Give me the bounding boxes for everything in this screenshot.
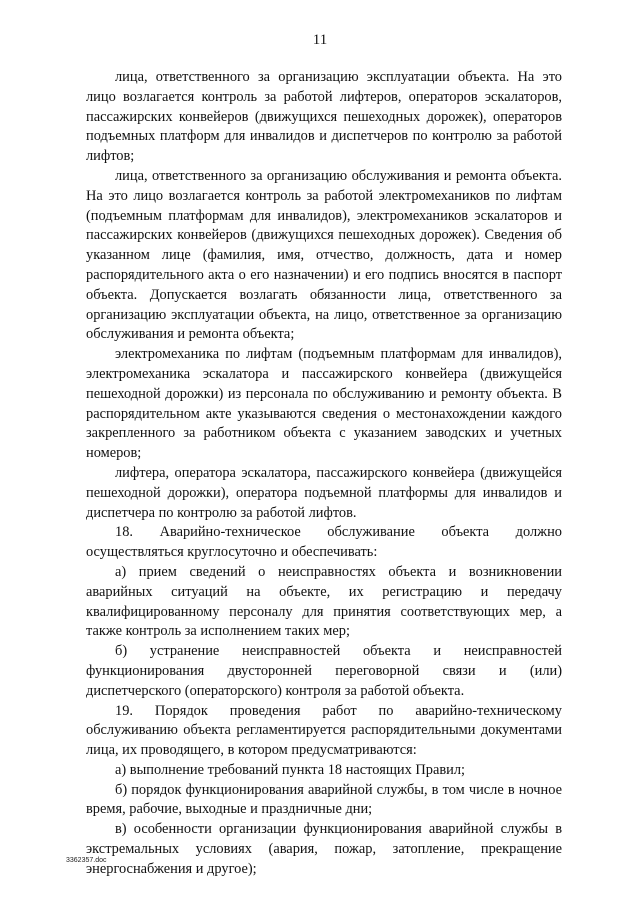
document-file-reference: 3362357.doc [66,857,107,864]
paragraph-electromechanic: электромеханика по лифтам (подъемным платформам для инвалидов), электромеханика эскалатора и пассажирского конвейера (движущейся пешеходной дорожки) из персонала по обслуживанию и ремонту объекта. В распорядительном акте указываются сведения о местонахождении каждого закрепленного за работником объекта с указанием заводских и учетных номеров; [86,346,562,462]
paragraph-clause-18-b: б) устранение неисправностей объекта и неисправностей функционирования двусторонней переговорной связи и (или) диспетчерского (операторского) контроля за работой объекта. [86,643,562,699]
paragraph-clause-18-a: а) прием сведений о неисправностях объекта и возникновении аварийных ситуаций на объекте, их регистрацию и передачу квалифицированному персоналу для принятия соответствующих мер, а также контроль за исполнением таких мер; [86,563,562,640]
paragraph-clause-19: 19. Порядок проведения работ по аварийно-техническому обслуживанию объекта регламентируется распорядительными документами лица, их проводящего, в котором предусматриваются: [86,702,562,759]
paragraph-liftman-operator: лифтера, оператора эскалатора, пассажирского конвейера (движущейся пешеходной дорожки), оператора подъемной платформы для инвалидов и диспетчера по контролю за работой лифтов. [86,464,562,521]
paragraph-clause-19-b: б) порядок функционирования аварийной службы, в том числе в ночное время, рабочие, выходные и праздничные дни; [86,781,562,818]
document-body [86,68,562,880]
paragraph-clause-19-c: в) особенности организации функционирования аварийной службы в экстремальных условиях (авария, пожар, затопление, прекращение энергоснабжения и другое); [86,821,562,877]
paragraph-maintenance-responsible: лица, ответственного за организацию обслуживания и ремонта объекта. На это лицо возлагается контроль за работой электромехаников по лифтам (подъемным платформам для инвалидов), электромехаников эскалаторов и пассажирских конвейеров (движущихся пешеходных дорожек). Сведения об указанном лице (фамилия, имя, отчество, должность, дата и номер распорядительного акта о его назначении) и его подпись вносятся в паспорт объекта. Допускается возлагать обязанности лица, ответственного за организацию эксплуатации объекта, на лицо, ответственное за организацию обслуживания и ремонта объекта; [86,167,562,343]
paragraph-operation-responsible: лица, ответственного за организацию эксплуатации объекта. На это лицо возлагается контроль за работой лифтеров, операторов эскалаторов, пассажирских конвейеров (движущихся пешеходных дорожек), операторов подъемных платформ для инвалидов и диспетчеров по контролю за работой лифтов; [86,69,562,165]
page-number: 11 [312,32,328,48]
paragraph-clause-18: 18. Аварийно-техническое обслуживание объекта должно осуществляться круглосуточно и обеспечивать: [86,524,562,561]
paragraph-clause-19-a: а) выполнение требований пункта 18 настоящих Правил; [115,761,466,778]
